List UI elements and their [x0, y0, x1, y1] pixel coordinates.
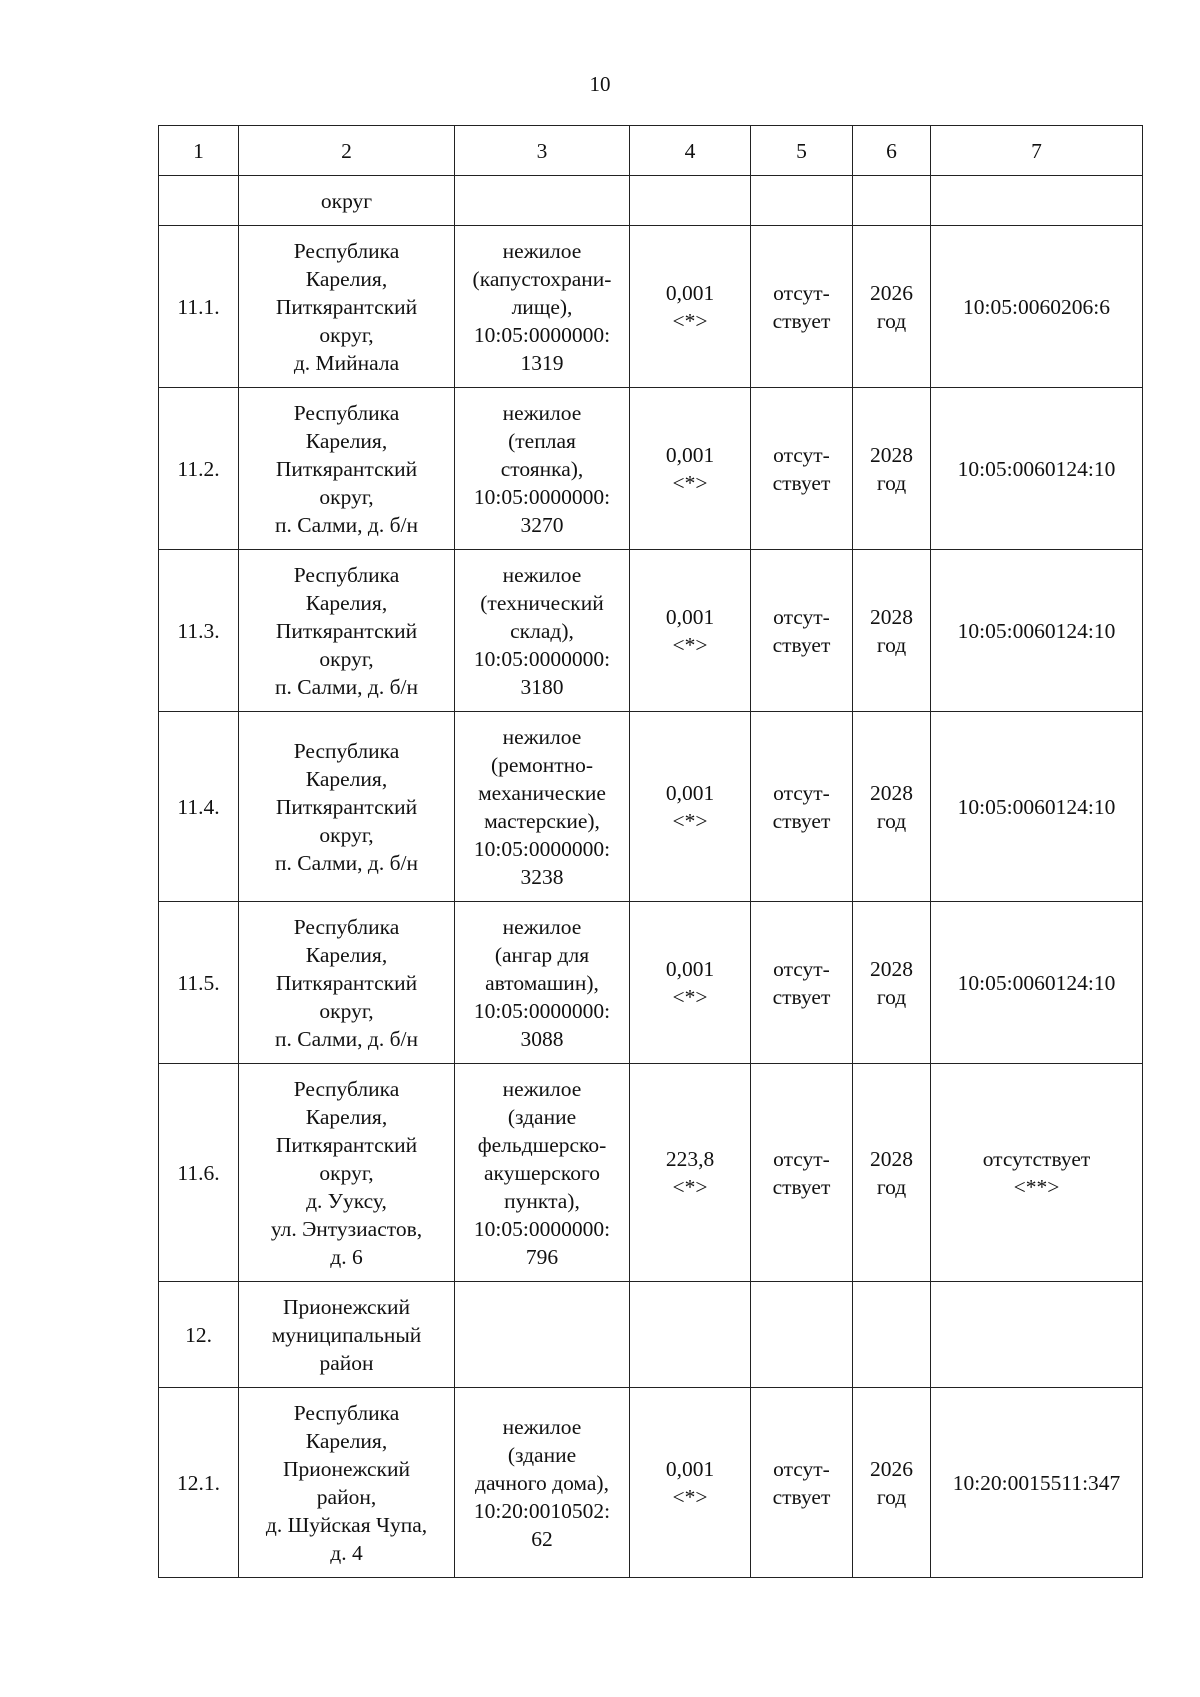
cadastral-text: отсутствует <**> [982, 1146, 1091, 1199]
encumbrance-text: отсут- ствует [772, 604, 831, 657]
year-cell [853, 176, 931, 226]
row-number: 11.6. [177, 1160, 220, 1185]
year-cell [853, 226, 931, 388]
cadastral-cell [931, 226, 1143, 388]
encumbrance-text: отсут- ствует [772, 280, 831, 333]
row-number-cell [159, 1282, 239, 1388]
encumbrance-text: отсут- ствует [772, 956, 831, 1009]
area-cell [630, 176, 751, 226]
year-text: 2028 год [870, 956, 913, 1009]
cadastral-text: 10:05:0060124:10 [957, 970, 1116, 995]
year-text: 2028 год [870, 780, 913, 833]
cadastral-cell [931, 1282, 1143, 1388]
object-cell [455, 1064, 630, 1282]
object-cell [455, 1388, 630, 1578]
cadastral-cell [931, 176, 1143, 226]
column-number: 6 [853, 126, 931, 176]
object-text: нежилое (ангар для автомашин), 10:05:0000000: 3088 [473, 914, 611, 1051]
encumbrance-cell [751, 176, 853, 226]
table-row [159, 550, 1143, 712]
location-cell [239, 712, 455, 902]
row-number-cell [159, 1064, 239, 1282]
encumbrance-text: отсут- ствует [772, 1146, 831, 1199]
object-cell [455, 902, 630, 1064]
object-cell [455, 176, 630, 226]
table-row [159, 712, 1143, 902]
object-text: нежилое (здание фельдшерско- акушерского пункта), 10:05:0000000: 796 [473, 1076, 611, 1269]
location-text: Республика Карелия, Питкярантский округ, п. Салми, д. б/н [274, 562, 419, 699]
encumbrance-cell [751, 388, 853, 550]
location-cell [239, 550, 455, 712]
row-number-cell [159, 176, 239, 226]
object-cell [455, 226, 630, 388]
cadastral-cell [931, 388, 1143, 550]
encumbrance-text: отсут- ствует [772, 1456, 831, 1509]
area-text: 0,001 <*> [665, 442, 715, 495]
area-cell [630, 902, 751, 1064]
row-number: 12. [185, 1322, 212, 1347]
year-text: 2026 год [870, 1456, 913, 1509]
column-number: 2 [239, 126, 455, 176]
row-number-cell [159, 902, 239, 1064]
year-cell [853, 902, 931, 1064]
location-text: округ [320, 188, 373, 213]
row-number: 11.5. [177, 970, 220, 995]
cadastral-text: 10:20:0015511:347 [952, 1470, 1121, 1495]
row-number: 11.1. [177, 294, 220, 319]
page-number: 10 [589, 72, 611, 96]
area-cell [630, 1064, 751, 1282]
row-number: 11.2. [177, 456, 220, 481]
object-cell [455, 712, 630, 902]
row-number-cell [159, 226, 239, 388]
object-cell [455, 388, 630, 550]
object-text: нежилое (теплая стоянка), 10:05:0000000: 3270 [473, 400, 611, 537]
column-number: 5 [751, 126, 853, 176]
year-cell [853, 1064, 931, 1282]
property-table [158, 125, 1143, 1578]
table-row [159, 226, 1143, 388]
location-text: Республика Карелия, Прионежский район, д. Шуйская Чупа, д. 4 [265, 1400, 428, 1565]
location-text: Республика Карелия, Питкярантский округ, п. Салми, д. б/н [274, 914, 419, 1051]
area-text: 0,001 <*> [665, 1456, 715, 1509]
object-cell [455, 550, 630, 712]
table-row [159, 1064, 1143, 1282]
location-cell [239, 226, 455, 388]
cadastral-cell [931, 1388, 1143, 1578]
object-text: нежилое (ремонтно- механические мастерские), 10:05:0000000: 3238 [473, 724, 611, 889]
table-row [159, 902, 1143, 1064]
cadastral-cell [931, 550, 1143, 712]
cadastral-cell [931, 712, 1143, 902]
cadastral-text: 10:05:0060206:6 [963, 294, 1110, 319]
area-text: 223,8 <*> [665, 1146, 715, 1199]
year-text: 2028 год [870, 1146, 913, 1199]
area-text: 0,001 <*> [665, 956, 715, 1009]
area-text: 0,001 <*> [665, 280, 715, 333]
table-row [159, 388, 1143, 550]
year-text: 2028 год [870, 604, 913, 657]
year-cell [853, 1282, 931, 1388]
row-number-cell [159, 388, 239, 550]
area-cell [630, 1282, 751, 1388]
row-number: 12.1. [177, 1470, 220, 1495]
location-cell [239, 388, 455, 550]
area-cell [630, 550, 751, 712]
object-text: нежилое (капустохрани- лище), 10:05:0000000: 1319 [472, 238, 612, 375]
location-cell [239, 1064, 455, 1282]
year-cell [853, 712, 931, 902]
encumbrance-cell [751, 226, 853, 388]
column-number: 7 [931, 126, 1143, 176]
column-number: 1 [159, 126, 239, 176]
column-number-row [159, 126, 1143, 176]
table-row [159, 1388, 1143, 1578]
cadastral-text: 10:05:0060124:10 [957, 456, 1116, 481]
encumbrance-cell [751, 1064, 853, 1282]
year-cell [853, 388, 931, 550]
location-text: Республика Карелия, Питкярантский округ, д. Ууксу, ул. Энтузиастов, д. 6 [270, 1076, 423, 1269]
encumbrance-cell [751, 1282, 853, 1388]
area-cell [630, 388, 751, 550]
row-number-cell [159, 550, 239, 712]
location-cell [239, 176, 455, 226]
row-number: 11.4. [177, 794, 220, 819]
encumbrance-text: отсут- ствует [772, 442, 831, 495]
cadastral-cell [931, 902, 1143, 1064]
table-row [159, 176, 1143, 226]
row-number-cell [159, 712, 239, 902]
encumbrance-cell [751, 1388, 853, 1578]
location-cell [239, 1388, 455, 1578]
cadastral-text: 10:05:0060124:10 [957, 618, 1116, 643]
location-text: Республика Карелия, Питкярантский округ, д. Мийнала [275, 238, 418, 375]
column-number: 4 [630, 126, 751, 176]
cadastral-cell [931, 1064, 1143, 1282]
area-cell [630, 226, 751, 388]
table-row [159, 1282, 1143, 1388]
area-text: 0,001 <*> [665, 780, 715, 833]
location-text: Республика Карелия, Питкярантский округ, п. Салми, д. б/н [274, 738, 419, 875]
cadastral-text: 10:05:0060124:10 [957, 794, 1116, 819]
year-cell [853, 1388, 931, 1578]
object-text: нежилое (здание дачного дома), 10:20:0010502: 62 [473, 1414, 611, 1551]
encumbrance-cell [751, 712, 853, 902]
row-number-cell [159, 1388, 239, 1578]
encumbrance-text: отсут- ствует [772, 780, 831, 833]
object-cell [455, 1282, 630, 1388]
encumbrance-cell [751, 902, 853, 1064]
column-number: 3 [455, 126, 630, 176]
year-text: 2026 год [870, 280, 913, 333]
location-text: Прионежский муниципальный район [271, 1294, 422, 1375]
year-cell [853, 550, 931, 712]
location-cell [239, 902, 455, 1064]
row-number: 11.3. [177, 618, 220, 643]
area-cell [630, 712, 751, 902]
object-text: нежилое (технический склад), 10:05:0000000: 3180 [473, 562, 611, 699]
location-cell [239, 1282, 455, 1388]
encumbrance-cell [751, 550, 853, 712]
area-text: 0,001 <*> [665, 604, 715, 657]
area-cell [630, 1388, 751, 1578]
location-text: Республика Карелия, Питкярантский округ, п. Салми, д. б/н [274, 400, 419, 537]
year-text: 2028 год [870, 442, 913, 495]
